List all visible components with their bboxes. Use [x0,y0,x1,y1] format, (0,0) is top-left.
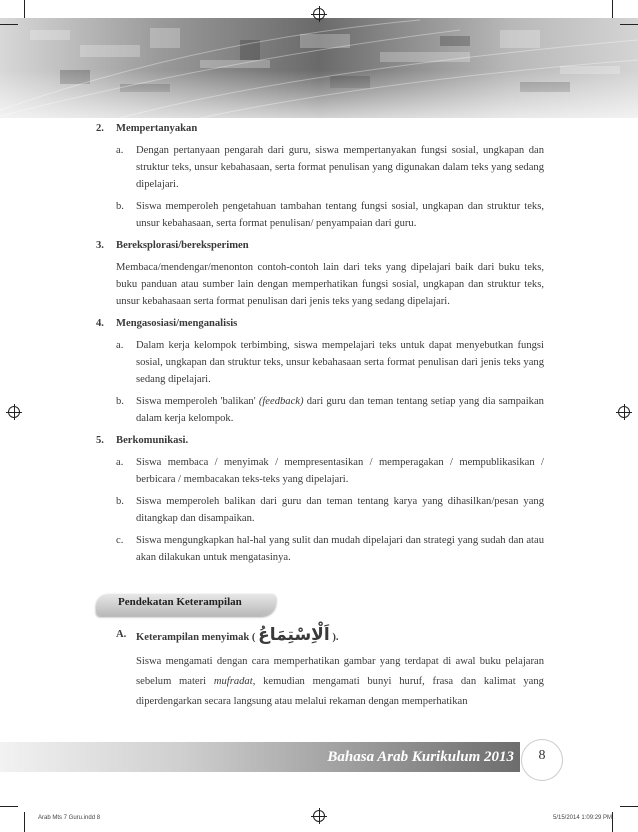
list-subitem [96,142,544,193]
crop-mark [612,0,613,18]
subitem-letter: b. [116,396,124,407]
crop-mark [620,806,638,807]
subitem-text-after: dari guru dan teman tentang setiap yang dia sampaikan dalam kerja kelompok. [136,396,544,424]
list-subitem [96,337,544,388]
subitem-text: Siswa memperoleh pengetahuan tambahan tentang fungsi sosial, ungkapan dan struktur teks, unsur kebahasaan, serta format penulisan/ penyampaian dari guru. [136,201,544,229]
subitem-letter: a. [116,457,124,468]
list-heading [96,315,544,332]
skill-para-italic: mufradat [213,676,253,687]
crop-mark [24,812,25,832]
subitem-letter: b. [116,496,124,507]
registration-mark-icon [313,8,325,20]
registration-mark-icon [8,406,20,418]
subitem-letter: c. [116,535,124,546]
list-number: 4. [96,318,104,329]
list-heading [96,120,544,137]
subitem-text-before: Siswa memperoleh 'balikan' [136,396,256,407]
section-tag-label: Pendekatan Keterampilan [118,596,242,608]
slug-datetime: 5/15/2014 1:09:29 PM [553,815,613,821]
skill-heading [116,622,544,648]
list-title: Mempertanyakan [116,123,198,134]
skill-para-after: , kemudian mengamati bunyi huruf, frasa dan kalimat yang diperdengarkan secara langsung atau melalui rekaman dengan memperhatikan [136,676,544,707]
list-subitem [96,532,544,566]
list-title: Mengasosiasi/menganalisis [116,318,238,329]
subitem-letter: b. [116,201,124,212]
list-title: Berkomunikasi. [116,435,189,446]
list-heading [96,237,544,254]
skill-para-before: Siswa mengamati dengan cara memperhatikan gambar yang terdapat di awal buku pelajaran sebelum materi [136,656,544,687]
section-tag [96,592,276,616]
page-number-badge [522,740,562,780]
skill-section [116,622,544,712]
skill-title [136,622,339,651]
list-title: Bereksplorasi/bereksperimen [116,240,249,251]
subitem-letter: a. [116,340,124,351]
subitem-text: Siswa membaca / menyimak / mempresentasikan / memperagakan / mempublikasikan / berbicara / membacakan teks-teks yang dipelajari. [136,457,544,485]
registration-mark-icon [618,406,630,418]
skill-title-after: ). [332,632,339,643]
skill-paragraph [116,652,544,712]
skill-letter: A. [116,629,127,640]
registration-mark-icon [313,810,325,822]
crop-mark [0,806,18,807]
list-number: 5. [96,435,104,446]
subitem-text: Dalam kerja kelompok terbimbing, siswa mempelajari teks untuk dapat menyebutkan fungsi sosial, ungkapan dan struktur teks, unsur kebahasaan serta format penulisan dari jenis teks yang sedang dipelajari. [136,340,544,385]
main-content [96,118,544,571]
subitem-text: Siswa memperoleh balikan dari guru dan teman tentang karya yang dihasilkan/pesan yang ditangkap dan disampaikan. [136,496,544,524]
list-subitem [96,493,544,527]
list-subitem [96,454,544,488]
skill-title-before: Keterampilan menyimak ( [136,632,256,643]
list-number: 2. [96,123,104,134]
list-paragraph: Membaca/mendengar/menonton contoh-contoh lain dari teks yang dipelajari baik dari buku teks, buku panduan atau sumber lain dengan memperhatikan fungsi sosial, ungkapan dan struktur teks, unsur kebahasaan serta format penulisan dari jenis teks yang sedang dipelajari. [116,262,544,307]
footer-banner [0,740,638,774]
subitem-text-italic: (feedback) [258,396,304,407]
list-number: 3. [96,240,104,251]
list-subitem [96,393,544,427]
slug-filename: Arab Mts 7 Guru.indd 8 [38,815,101,821]
crop-mark [0,24,18,25]
crop-mark [612,812,613,832]
list-subitem [96,198,544,232]
footer-book-title: Bahasa Arab Kurikulum 2013 [327,749,514,765]
crop-mark [620,24,638,25]
arabic-term: اَلْاِسْتِمَاعُ [258,625,330,645]
list-heading [96,432,544,449]
subitem-letter: a. [116,145,124,156]
page-number: 8 [538,748,546,763]
crop-mark [24,0,25,18]
subitem-text: Dengan pertanyaan pengarah dari guru, siswa mempertanyakan fungsi sosial, ungkapan dan struktur teks, unsur kebahasaan, serta format penulisan yang digunakan dalam teks yang sedang dipelajari. [136,145,544,190]
subitem-text: Siswa mengungkapkan hal-hal yang sulit dan mudah dipelajari dan strategi yang sudah dan atau akan dilakukan untuk mengatasinya. [136,535,544,563]
